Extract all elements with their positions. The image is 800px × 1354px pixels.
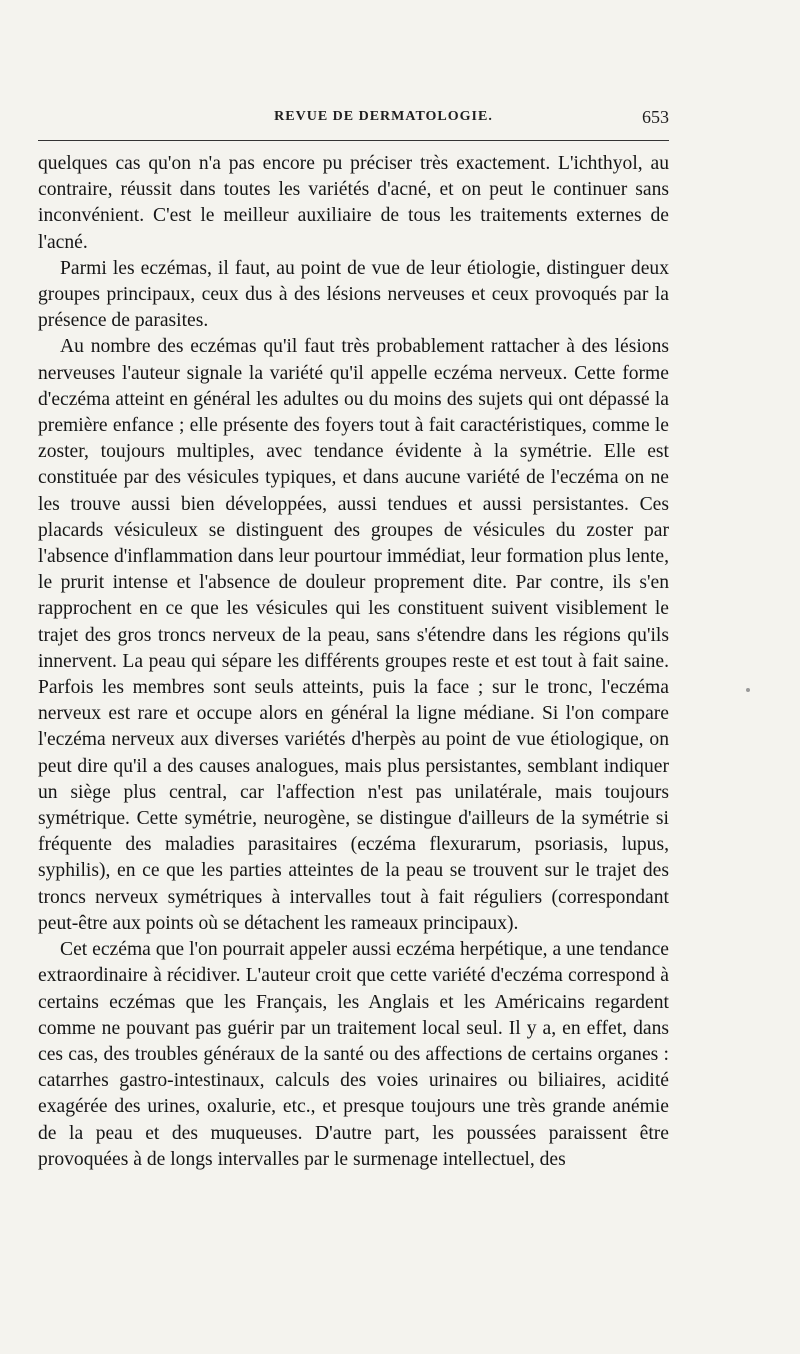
ink-speck (746, 688, 750, 692)
paragraph: Cet eczéma que l'on pourrait appeler aussi eczéma herpétique, a une tendance extraordinaire à récidiver. L'auteur croit que cette variété d'eczéma correspond à certains eczémas que les Français, les Anglais et les Américains regardent comme ne pouvant pas guérir par un traitement local seul. Il y a, en effet, dans ces cas, des troubles généraux de la santé ou des affections de certains organes : catarrhes gastro-intestinaux, calculs des voies urinaires ou biliaires, acidité exagérée des urines, oxalurie, etc., et presque toujours une très grande anémie de la peau et des muqueuses. D'autre part, les poussées paraissent être provoquées à de longs intervalles par le surmenage intellectuel, des (38, 939, 669, 1170)
page-number: 653 (642, 107, 669, 127)
body-text (38, 151, 669, 1173)
paragraph: Parmi les eczémas, il faut, au point de vue de leur étiologie, distinguer deux groupes principaux, ceux dus à des lésions nerveuses et ceux provoqués par la présence de parasites. (38, 257, 669, 332)
running-title: REVUE DE DERMATOLOGIE. (274, 109, 493, 124)
paragraph: quelques cas qu'on n'a pas encore pu préciser très exactement. L'ichthyol, au contraire, réussit dans toutes les variétés d'acné, et on peut le continuer sans inconvénient. C'est le meilleur auxiliaire de tous les traitements externes de l'acné. (38, 153, 669, 253)
paragraph: Au nombre des eczémas qu'il faut très probablement rattacher à des lésions nerveuses l'auteur signale la variété qu'il appelle eczéma nerveux. Cette forme d'eczéma atteint en général les adultes ou du moins des sujets qui ont dépassé la première enfance ; elle présente des foyers tout à fait caractéristiques, comme le zoster, toujours multiples, avec tendance évidente à la symétrie. Elle est constituée par des vésicules typiques, et dans aucune variété de l'eczéma on ne les trouve aussi bien développées, aussi tendues et aussi persistantes. Ces placards vésiculeux se distinguent des groupes de vésicules du zoster par l'absence d'inflammation dans leur pourtour immédiat, leur formation plus lente, le prurit intense et l'absence de douleur proprement dite. Par contre, ils s'en rapprochent en ce que les vésicules qui les constituent suivent visiblement le trajet des gros troncs nerveux de la peau, sans s'étendre dans les régions qu'ils innervent. La peau qui sépare les différents groupes reste et est tout à fait saine. Parfois les membres sont seuls atteints, puis la face ; sur le tronc, l'eczéma nerveux est rare et occupe alors en général la ligne médiane. Si l'on compare l'eczéma nerveux aux diverses variétés d'herpès au point de vue étiologique, on peut dire qu'il a des causes analogues, mais plus persistantes, semblant indiquer un siège plus central, car l'affection n'est pas unilatérale, mais toujours symétrique. Cette symétrie, neurogène, se distingue d'ailleurs de la symétrie si fréquente des maladies parasitaires (eczéma flexurarum, psoriasis, lupus, syphilis), en ce que les parties atteintes de la peau se trouvent sur le trajet des troncs nerveux symétriques à intervalles tout à fait réguliers (correspondant peut-être aux points où se détachent les rameaux principaux). (38, 336, 669, 934)
header-rule (38, 140, 669, 141)
page-header (38, 108, 669, 130)
